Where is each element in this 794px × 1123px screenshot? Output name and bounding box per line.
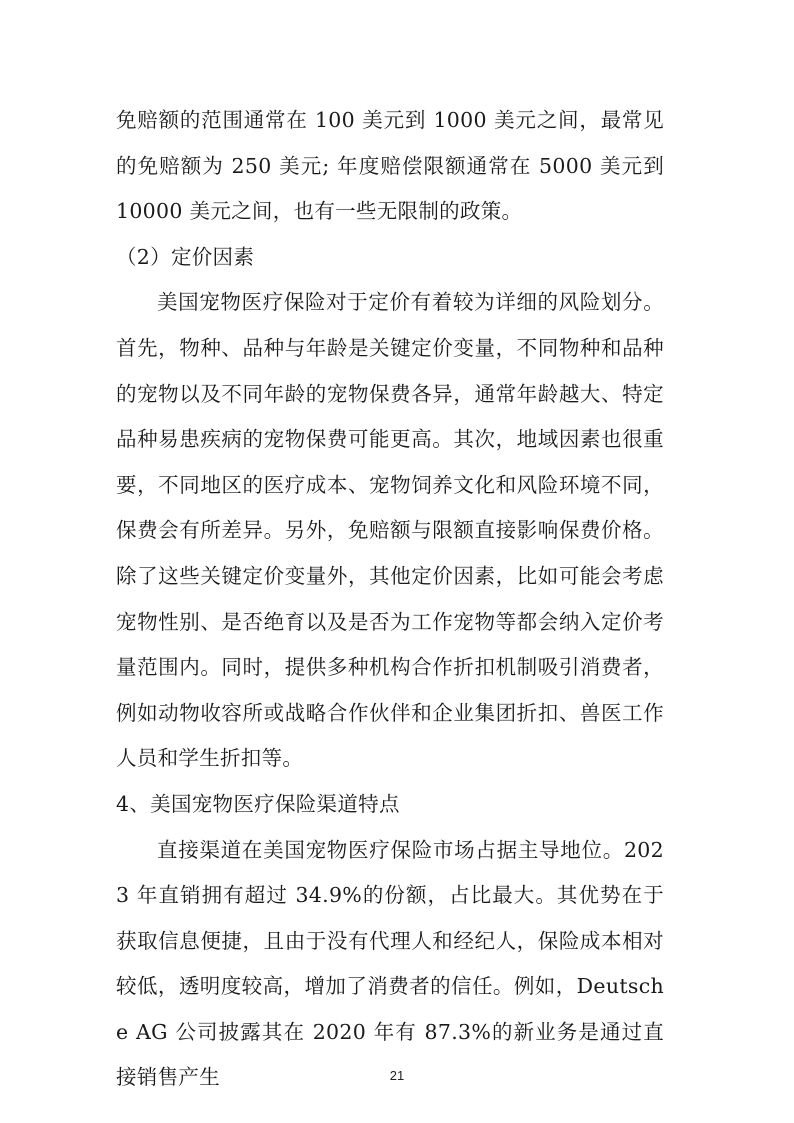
paragraph-pricing-factors: 美国宠物医疗保险对于定价有着较为详细的风险划分。首先，物种、品种与年龄是关键定价变量，不同物种和品种的宠物以及不同年龄的宠物保费各异，通常年龄越大、特定品种易患疾病的宠物保费可能更高。其次，地域因素也很重要，不同地区的医疗成本、宠物饲养文化和风险环境不同，保费会有所差异。另外，免赔额与限额直接影响保费价格。除了这些关键定价变量外，其他定价因素，比如可能会考虑宠物性别、是否绝育以及是否为工作宠物等都会纳入定价考量范围内。同时，提供多种机构合作折扣机制吸引消费者，例如动物收容所或战略合作伙伴和企业集团折扣、兽医工作人员和学生折扣等。 (116, 290, 664, 771)
paragraph-direct-channel: 直接渠道在美国宠物医疗保险市场占据主导地位。2023 年直销拥有超过 34.9%的份额，占比最大。其优势在于获取信息便捷，且由于没有代理人和经纪人，保险成本相对较低，透明度较高，增加了消费者的信任。例如，Deutsche AG 公司披露其在 2020 年有 87.3%的新业务是通过直接销售产生 (116, 837, 664, 1090)
heading-pricing-factors: （2）定价因素 (116, 244, 255, 269)
page-number: 21 (389, 1068, 405, 1083)
page-content (116, 98, 664, 1101)
heading-channel-features: 4、美国宠物医疗保险渠道特点 (116, 791, 400, 816)
paragraph-deductible-range: 免赔额的范围通常在 100 美元到 1000 美元之间，最常见的免赔额为 250 美元; 年度赔偿限额通常在 5000 美元到 10000 美元之间，也有一些无限制的政策。 (116, 108, 664, 224)
